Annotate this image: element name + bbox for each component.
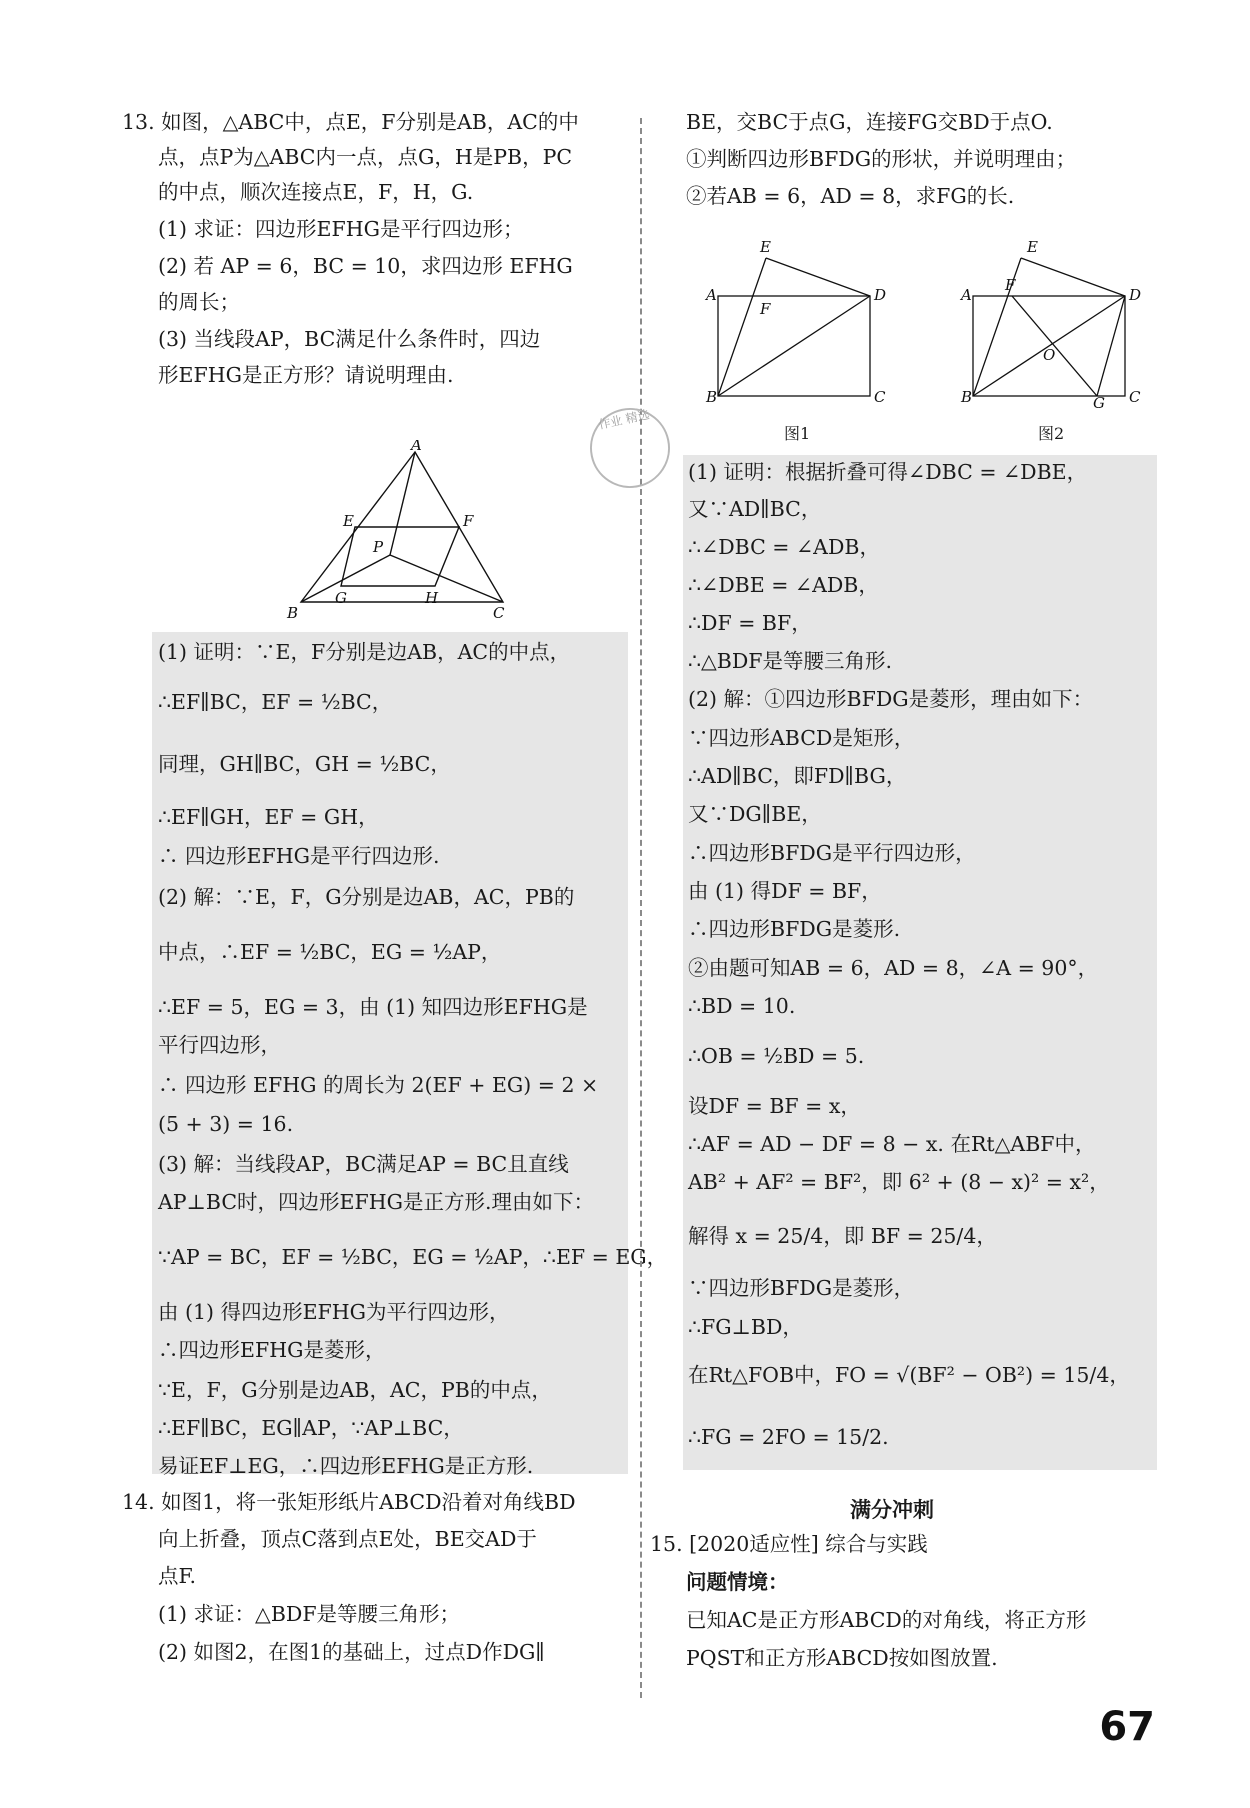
a14-line-4: ∴∠DBE = ∠ADB， bbox=[688, 573, 879, 597]
a14-line-24: ∴FG = 2FO = 15/2. bbox=[688, 1425, 889, 1449]
a14-line-7: (2) 解：①四边形BFDG是菱形，理由如下： bbox=[688, 687, 1094, 711]
a14-line-15: ∴BD = 10. bbox=[688, 994, 796, 1018]
a14-line-2: 又∵AD∥BC， bbox=[688, 497, 822, 521]
a14-line-8: ∵四边形ABCD是矩形， bbox=[688, 726, 915, 750]
fig1-caption: 图1 bbox=[784, 424, 811, 443]
a13-line-5: ∴ 四边形EFHG是平行四边形. bbox=[158, 844, 440, 868]
q13-line-8: 形EFHG是正方形？请说明理由. bbox=[158, 363, 454, 387]
a13-line-4: ∴EF∥GH，EF = GH， bbox=[158, 805, 379, 829]
a14-line-14: ②由题可知AB = 6，AD = 8，∠A = 90°， bbox=[688, 956, 1099, 980]
q14-cont-line-2: ①判断四边形BFDG的形状，并说明理由； bbox=[686, 147, 1077, 171]
q14-line-4: (1) 求证：△BDF是等腰三角形； bbox=[158, 1602, 461, 1626]
q14-line-5: (2) 如图2，在图1的基础上，过点D作DG∥ bbox=[158, 1640, 545, 1664]
label-C: C bbox=[493, 604, 505, 620]
q14-figure-2 bbox=[955, 238, 1150, 408]
a13-line-13: AP⊥BC时，四边形EFHG是正方形.理由如下： bbox=[158, 1190, 594, 1214]
a13-line-2: ∴EF∥BC，EF = ½BC， bbox=[158, 690, 393, 714]
svg-text:O: O bbox=[1043, 346, 1056, 364]
a14-line-18: ∴AF = AD − DF = 8 − x. 在Rt△ABF中， bbox=[688, 1132, 1096, 1156]
a14-line-22: ∴FG⊥BD， bbox=[688, 1315, 803, 1339]
a13-line-3: 同理，GH∥BC，GH = ½BC， bbox=[158, 752, 451, 776]
a14-line-17: 设DF = BF = x， bbox=[688, 1094, 861, 1118]
q13-line-3: 的中点，顺次连接点E，F，H，G. bbox=[158, 180, 474, 204]
a14-line-16: ∴OB = ½BD = 5. bbox=[688, 1044, 865, 1068]
q13-line-7: (3) 当线段AP，BC满足什么条件时，四边 bbox=[158, 327, 541, 351]
a13-line-17: ∵E，F，G分别是边AB，AC，PB的中点， bbox=[158, 1378, 552, 1402]
svg-text:C: C bbox=[1129, 388, 1141, 406]
svg-text:G: G bbox=[1093, 394, 1105, 408]
a14-line-13: ∴四边形BFDG是菱形. bbox=[688, 917, 901, 941]
svg-text:A: A bbox=[706, 286, 717, 304]
svg-text:D: D bbox=[874, 286, 887, 304]
q15-line-1: 15. [2020适应性] 综合与实践 bbox=[650, 1532, 928, 1556]
q13-line-2: 点，点P为△ABC内一点，点G，H是PB，PC bbox=[158, 145, 573, 169]
a13-line-18: ∴EF∥BC，EG∥AP，∵AP⊥BC， bbox=[158, 1416, 464, 1440]
a13-line-7: 中点，∴EF = ½BC，EG = ½AP， bbox=[158, 940, 502, 964]
svg-text:E: E bbox=[760, 238, 771, 256]
svg-text:E: E bbox=[1027, 238, 1038, 256]
svg-text:C: C bbox=[874, 388, 886, 403]
q14-cont-line-1: BE，交BC于点G，连接FG交BD于点O. bbox=[686, 110, 1053, 134]
a13-line-1: (1) 证明：∵E，F分别是边AB，AC的中点， bbox=[158, 640, 571, 664]
column-divider bbox=[640, 118, 642, 1698]
a14-line-20: 解得 x = 25/4，即 BF = 25/4， bbox=[688, 1224, 997, 1248]
a14-line-5: ∴DF = BF， bbox=[688, 611, 812, 635]
a14-line-12: 由 (1) 得DF = BF， bbox=[688, 879, 882, 903]
q15-line-4: PQST和正方形ABCD按如图放置. bbox=[686, 1646, 998, 1670]
a14-line-11: ∴四边形BFDG是平行四边形， bbox=[688, 841, 976, 865]
a14-line-23: 在Rt△FOB中，FO = √(BF² − OB²) = 15/4， bbox=[688, 1363, 1130, 1387]
a13-line-10: ∴ 四边形 EFHG 的周长为 2(EF + EG) = 2 × bbox=[158, 1073, 599, 1097]
page-number: 67 bbox=[1099, 1704, 1155, 1750]
a14-line-21: ∵四边形BFDG是菱形， bbox=[688, 1276, 915, 1300]
a13-line-14: ∵AP = BC，EF = ½BC，EG = ½AP，∴EF = EG， bbox=[158, 1245, 668, 1269]
a13-line-19: 易证EF⊥EG，∴四边形EFHG是正方形. bbox=[158, 1454, 534, 1478]
a13-line-15: 由 (1) 得四边形EFHG为平行四边形， bbox=[158, 1300, 510, 1324]
label-A: A bbox=[411, 440, 422, 454]
q14-cont-line-3: ②若AB = 6，AD = 8，求FG的长. bbox=[686, 184, 1015, 208]
label-F: F bbox=[463, 512, 474, 530]
section-title: 满分冲刺 bbox=[850, 1498, 934, 1522]
a13-line-16: ∴四边形EFHG是菱形， bbox=[158, 1338, 386, 1362]
svg-text:B: B bbox=[706, 388, 718, 403]
label-B: B bbox=[287, 604, 299, 620]
svg-text:B: B bbox=[961, 388, 973, 406]
a14-line-10: 又∵DG∥BE， bbox=[688, 802, 822, 826]
label-H: H bbox=[425, 589, 439, 607]
q14-line-1: 14. 如图1，将一张矩形纸片ABCD沿着对角线BD bbox=[122, 1490, 576, 1514]
a14-line-6: ∴△BDF是等腰三角形. bbox=[688, 649, 893, 673]
q15-line-2: 问题情境： bbox=[686, 1570, 789, 1594]
svg-text:D: D bbox=[1129, 286, 1142, 304]
a13-line-12: (3) 解：当线段AP，BC满足AP = BC且直线 bbox=[158, 1152, 569, 1176]
q13-figure bbox=[285, 440, 515, 620]
label-G: G bbox=[335, 589, 347, 607]
svg-text:F: F bbox=[760, 300, 771, 318]
a13-line-6: (2) 解：∵E，F，G分别是边AB，AC，PB的 bbox=[158, 885, 575, 909]
a13-line-8: ∴EF = 5，EG = 3，由 (1) 知四边形EFHG是 bbox=[158, 995, 588, 1019]
q13-line-6: 的周长； bbox=[158, 290, 240, 314]
q13-line-5: (2) 若 AP = 6，BC = 10，求四边形 EFHG bbox=[158, 254, 573, 278]
q15-line-3: 已知AC是正方形ABCD的对角线，将正方形 bbox=[686, 1608, 1087, 1632]
a13-line-9: 平行四边形， bbox=[158, 1033, 281, 1057]
a14-line-1: (1) 证明：根据折叠可得∠DBC = ∠DBE， bbox=[688, 460, 1088, 484]
svg-text:F: F bbox=[1005, 276, 1016, 294]
a14-line-3: ∴∠DBC = ∠ADB， bbox=[688, 535, 880, 559]
a14-line-19: AB² + AF² = BF²，即 6² + (8 − x)² = x²， bbox=[688, 1170, 1110, 1194]
label-E: E bbox=[343, 512, 354, 530]
label-P: P bbox=[373, 538, 384, 556]
q14-line-3: 点F. bbox=[158, 1564, 197, 1588]
q13-line-1: 13. 如图，△ABC中，点E，F分别是AB，AC的中 bbox=[122, 110, 579, 134]
q14-figure-1 bbox=[700, 238, 890, 403]
a13-line-11: (5 + 3) = 16. bbox=[158, 1112, 294, 1136]
stamp-logo: 作业 精选 bbox=[583, 401, 678, 496]
a14-line-9: ∴AD∥BC，即FD∥BG， bbox=[688, 764, 907, 788]
svg-text:A: A bbox=[961, 286, 972, 304]
fig2-caption: 图2 bbox=[1038, 424, 1065, 443]
q13-line-4: (1) 求证：四边形EFHG是平行四边形； bbox=[158, 217, 524, 241]
q14-line-2: 向上折叠，顶点C落到点E处，BE交AD于 bbox=[158, 1527, 537, 1551]
